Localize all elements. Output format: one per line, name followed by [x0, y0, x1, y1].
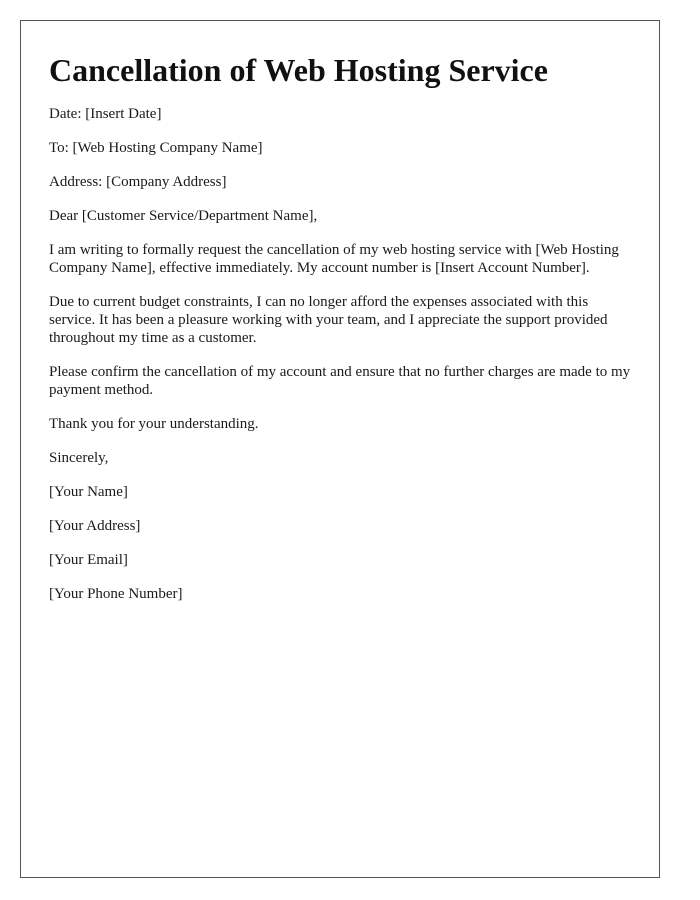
date-line: Date: [Insert Date] [49, 106, 162, 123]
signature-name: [Your Name] [49, 484, 128, 501]
signature-address: [Your Address] [49, 518, 141, 535]
body-paragraph-confirm: Please confirm the cancellation of my account and ensure that no further charges are made to my payment method. [49, 364, 631, 399]
recipient-line: To: [Web Hosting Company Name] [49, 140, 263, 157]
thanks-line: Thank you for your understanding. [49, 416, 259, 433]
signature-email: [Your Email] [49, 552, 128, 569]
letter-title: Cancellation of Web Hosting Service [49, 52, 548, 88]
signature-phone: [Your Phone Number] [49, 586, 183, 603]
body-paragraph-reason: Due to current budget constraints, I can no longer afford the expenses associated with this service. It has been a pleasure working with your team, and I appreciate the support provided throughout my time as a customer. [49, 294, 608, 347]
address-line: Address: [Company Address] [49, 174, 227, 191]
closing: Sincerely, [49, 450, 109, 467]
letter-page [20, 20, 660, 878]
salutation: Dear [Customer Service/Department Name], [49, 208, 318, 225]
body-paragraph-request: I am writing to formally request the cancellation of my web hosting service with [Web Hosting Company Name], effective immediately. My account number is [Insert Account Number]. [49, 242, 619, 277]
